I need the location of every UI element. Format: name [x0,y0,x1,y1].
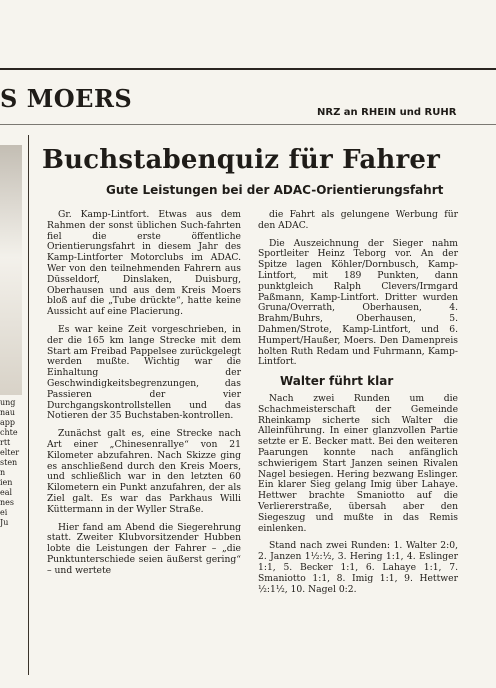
fragment-line: nes [0,498,14,507]
chess-paragraph: Nach zwei Runden um die Schachmeisterschaft der Gemeinde Rheinkamp sicherte sich Walter die Alleinführung. In einer glanzvollen Partie setzte er E. Becker matt. Bei den weiteren Paarungen konnte nach anfänglich schwierigem Start Janzen seinen Rivalen Nagel besiegen. Hering bezwang Eslinger. Ein klarer Sieg gelang Imig über Lahaye. Hettwer brachte Smaniotto auf die Verliererstraße, übersah aber den Siegeszug und mußte in das Remis einlenken. [258,392,458,534]
fragment-line: elter [0,448,20,457]
article-subheadline: Gute Leistungen bei der ADAC-Orientierungsfahrt [106,183,444,197]
article-paragraph: Zunächst galt es, eine Strecke nach Art einer „Chinesenrallye“ von 21 Kilometer abzufahren. Nach Skizze ging es anschließend durch den Kreis Moers, und schließlich war in den letzten 60 Kilometern ein Punkt anzufahren, der als Ziel galt. Es war das Parkhaus Willi Küttermann in der Wyller Straße. [47,428,241,515]
left-text-fragments [0,398,28,528]
article-paragraph: die Fahrt als gelungene Werbung für den ADAC. [258,209,458,231]
source-label: NRZ an RHEIN und RUHR [317,107,457,118]
article-headline: Buchstabenquiz für Fahrer [42,145,441,175]
fragment-line: ien [0,478,13,487]
chess-standings: Stand nach zwei Runden: 1. Walter 2:0, 2. Janzen 1½:½, 3. Hering 1:1, 4. Eslinger 1:1, 5. Becker 1:1, 6. Lahaye 1:1, 7. Smaniotto 1:1, 8. Imig 1:1, 9. Hettwer ½:1½, 10. Nagel 0:2. [258,540,458,595]
fragment-line: n [0,468,6,477]
fragment-line: ung [0,398,16,407]
article-left-column [47,210,241,584]
section-rule [0,124,496,125]
article-right-column [258,210,458,602]
fragment-line: nau [0,408,16,417]
fragment-line: rtt [0,438,11,447]
section-heading: Walter führt klar [280,374,394,389]
fragment-line: chte [0,428,18,437]
article-paragraph: Es war keine Zeit vorgeschrieben, in der die 165 km lange Strecke mit dem Start am Freibad Pappelsee zurückgelegt werden mußte. Wichtig war die Einhaltung der Geschwindigkeitsbegrenzungen, das Passieren der vier Durchgangskontrollstellen und das Notieren der 35 Buchstaben-kontrollen. [47,323,241,422]
fragment-line: Ju [0,518,9,527]
left-photo-fragment [0,145,22,395]
masthead: S MOERS [0,84,133,113]
header-rule [0,68,496,70]
article-paragraph: Die Auszeichnung der Sieger nahm Sportleiter Heinz Teborg vor. An der Spitze lagen Köhler/Dornbusch, Kamp-Lintfort, mit 189 Punkten, dann punktgleich Ralph Clevers/Irmgard Paßmann, Kamp-Lintfort. Dritter wurden Gruna/Overrath, Oberhausen, 4. Brahm/Buhrs, Oberhausen, 5. Dahmen/Strote, Kamp-Lintfort, und 6. Humpert/Haußer, Moers. Den Damenpreis holten Ruth Redam und Fuhrmann, Kamp-Lintfort. [258,237,458,368]
fragment-line: sten [0,458,18,467]
fragment-line: eal [0,488,13,497]
article-paragraph: Gr. Kamp-Lintfort. Etwas aus dem Rahmen der sonst üblichen Such-fahrten fiel die erste öffentliche Orientierungsfahrt in diesem Jahr des Kamp-Lintforter Motorclubs im ADAC. Wer von den teilnehmenden Fahrern aus Düsseldorf, Dinslaken, Duisburg, Oberhausen und aus dem Kreis Moers bloß auf die „Tube drückte“, hatte keine Aussicht auf eine Placierung. [47,209,241,318]
fragment-line: ei [0,508,8,517]
article-paragraph: Hier fand am Abend die Siegerehrung statt. Zweiter Klubvorsitzender Hubben lobte die Leistungen der Fahrer – „die Punktunterschiede seien äußerst gering“ – und wertete [47,521,241,576]
fragment-line: app [0,418,16,427]
